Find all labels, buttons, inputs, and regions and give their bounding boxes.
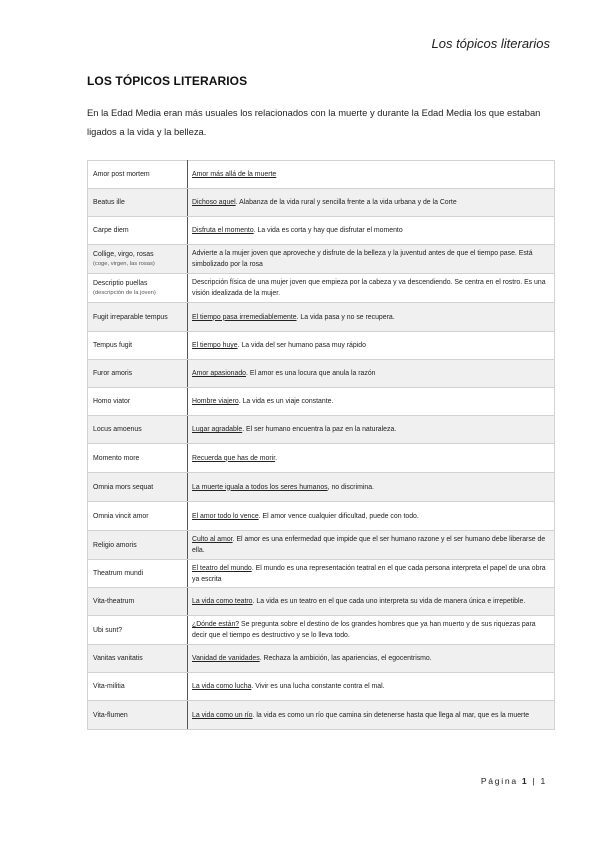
topic-explanation: . El amor vence cualquier dificultad, puede con todo.	[258, 512, 419, 520]
topic-name-cell	[88, 360, 188, 388]
topic-meaning: El tiempo pasa irremediablemente	[192, 313, 297, 321]
topic-row	[88, 444, 555, 473]
document-title: LOS TÓPICOS LITERARIOS	[87, 74, 248, 88]
topic-name-cell	[88, 217, 188, 245]
topic-description-cell	[188, 189, 555, 217]
topic-row	[88, 332, 555, 360]
topic-name: Descriptio puellas	[93, 280, 148, 287]
page-total: 1	[540, 776, 547, 786]
topic-description-cell	[188, 502, 555, 531]
topic-meaning: Recuerda que has de morir	[192, 454, 276, 462]
topic-explanation: . El ser humano encuentra la paz en la naturaleza.	[242, 426, 397, 433]
topic-description-cell	[188, 531, 555, 560]
topic-description-cell	[188, 444, 555, 473]
topic-name-cell	[88, 531, 188, 560]
topic-name: Ubi sunt?	[93, 626, 123, 634]
topic-name: Beatus ille	[93, 199, 125, 206]
topic-name-cell	[88, 616, 188, 645]
topic-row	[88, 274, 555, 303]
topic-name-cell	[88, 274, 188, 303]
topic-name-cell	[88, 673, 188, 701]
page-label: Página	[480, 776, 518, 786]
topic-meaning: La vida como lucha	[192, 683, 252, 690]
topic-meaning: El tiempo huye	[192, 342, 238, 349]
topic-name: Vanitas vanitatis	[93, 655, 143, 662]
topic-explanation: Descripción física de una mujer joven que empieza por la cabeza y va descendiendo. Se centra en el rostro. Es una visión idealizada de la mujer.	[192, 279, 546, 297]
topic-name-cell	[88, 473, 188, 502]
topic-description-cell	[188, 701, 555, 730]
topic-description-cell	[188, 416, 555, 444]
topic-row	[88, 588, 555, 616]
topic-row	[88, 473, 555, 502]
running-header-title: Los tópicos literarios	[431, 36, 550, 51]
topic-meaning: Vanidad de vanidades	[192, 655, 260, 662]
topic-explanation: . La vida pasa y no se recupera.	[296, 313, 395, 321]
topic-description-cell	[188, 332, 555, 360]
topic-explanation: . La vida es un teatro en el que cada uno interpreta su vida de manera única e irrepetible.	[252, 598, 526, 605]
topic-name: Amor post mortem	[93, 171, 150, 178]
topic-explanation: . El amor es una locura que anula la razón	[246, 370, 376, 377]
topic-description-cell	[188, 588, 555, 616]
topics-table-body	[88, 161, 555, 730]
topic-meaning: Hombre viajero	[192, 398, 239, 405]
topic-row	[88, 645, 555, 673]
topic-row	[88, 388, 555, 416]
topic-description-cell	[188, 388, 555, 416]
topic-row	[88, 161, 555, 189]
topic-name: Theatrum mundi	[93, 570, 144, 577]
topic-name: Vita-militia	[93, 683, 125, 690]
topic-name: Homo viator	[93, 398, 131, 405]
topic-name: Vita-theatrum	[93, 598, 135, 605]
topic-name: Furor amoris	[93, 370, 133, 377]
topic-translation: (coge, virgen, las rosas)	[93, 261, 155, 267]
topic-description-cell	[188, 245, 555, 274]
topic-name-cell	[88, 332, 188, 360]
topic-explanation: . La vida es corta y hay que disfrutar el momento	[253, 227, 403, 234]
topic-description-cell	[188, 360, 555, 388]
topic-meaning: ¿Dónde están?	[192, 621, 240, 628]
topic-explanation: . Vivir es una lucha constante contra el mal.	[251, 683, 385, 690]
topic-name: Locus amoenus	[93, 426, 142, 433]
topic-description-cell	[188, 274, 555, 303]
topic-name-cell	[88, 388, 188, 416]
topic-meaning: El amor todo lo vence	[192, 512, 259, 520]
topics-table	[87, 160, 555, 730]
topic-meaning: Amor apasionado	[192, 370, 247, 377]
topic-name-cell	[88, 303, 188, 332]
topic-name-cell	[88, 416, 188, 444]
topic-row	[88, 245, 555, 274]
topic-description-cell	[188, 303, 555, 332]
intro-paragraph: En la Edad Media eran más usuales los relacionados con la muerte y durante la Edad Media los que estaban ligados a la vida y la belleza.	[87, 107, 541, 137]
topic-name: Carpe diem	[93, 227, 129, 234]
topic-explanation: . El mundo es una representación teatral en el que cada persona interpreta el papel de una obra ya escrita	[192, 564, 546, 583]
topic-name-cell	[88, 645, 188, 673]
topic-explanation: . El amor es una enfermedad que impide que el ser humano razone y el ser humano debe liberarse de ella.	[192, 536, 546, 554]
topic-name-cell	[88, 161, 188, 189]
topic-name-cell	[88, 560, 188, 588]
topic-row	[88, 616, 555, 645]
page-footer	[481, 776, 547, 786]
topic-row	[88, 189, 555, 217]
topic-explanation: . La vida del ser humano pasa muy rápido	[237, 342, 366, 349]
topic-explanation: Advierte a la mujer joven que aproveche y disfrute de la belleza y la juventud antes de que el tiempo pase. Está simbolizado por la rosa	[192, 250, 533, 268]
topic-name: Tempus fugit	[93, 342, 133, 349]
topic-description-cell	[188, 473, 555, 502]
topic-explanation: , no discrimina.	[327, 483, 374, 491]
topic-meaning: Disfruta el momento	[192, 227, 254, 234]
topic-row	[88, 502, 555, 531]
topic-name-cell	[88, 502, 188, 531]
topic-row	[88, 531, 555, 560]
topic-name: Religio amoris	[93, 541, 137, 549]
topic-meaning: Amor más allá de la muerte	[192, 171, 277, 178]
topic-meaning: La muerte iguala a todos los seres humanos	[192, 483, 328, 491]
topic-description-cell	[188, 616, 555, 645]
topic-row	[88, 416, 555, 444]
topic-meaning: Culto al amor	[192, 536, 233, 543]
topic-meaning: Dichoso aquel	[192, 199, 236, 206]
topic-name-cell	[88, 444, 188, 473]
topic-name-cell	[88, 189, 188, 217]
topic-description-cell	[188, 673, 555, 701]
topic-explanation: .	[275, 454, 278, 462]
topic-description-cell	[188, 560, 555, 588]
topic-explanation: . Rechaza la ambición, las apariencias, el egocentrismo.	[259, 655, 432, 662]
topic-meaning: La vida como teatro	[192, 598, 253, 605]
topic-meaning: La vida como un río	[192, 711, 253, 719]
topic-explanation: . la vida es como un río que camina sin detenerse hasta que llega al mar, que es la muerte	[252, 711, 530, 719]
topic-name: Vita-flumen	[93, 711, 128, 719]
topic-meaning: El teatro del mundo	[192, 564, 252, 572]
topic-name: Omnia vincit amor	[93, 512, 149, 520]
topic-row	[88, 560, 555, 588]
topic-row	[88, 217, 555, 245]
topic-row	[88, 701, 555, 730]
topic-name: Collige, virgo, rosas	[93, 251, 154, 258]
topic-explanation: . La vida es un viaje constante.	[238, 398, 334, 405]
topic-name-cell	[88, 588, 188, 616]
topic-row	[88, 673, 555, 701]
topic-description-cell	[188, 217, 555, 245]
page-number: 1	[521, 776, 529, 786]
topic-meaning: Lugar agradable	[192, 426, 243, 433]
topic-name-cell	[88, 701, 188, 730]
topic-row	[88, 303, 555, 332]
topic-explanation: Se pregunta sobre el destino de los grandes hombres que ya han muerto y de sus riquezas para decir que el tiempo es destructivo y se lo lleva todo.	[192, 621, 536, 639]
page-separator: |	[532, 776, 537, 786]
topic-description-cell	[188, 645, 555, 673]
topic-translation: (descripción de la joven)	[93, 290, 156, 296]
topic-name-cell	[88, 245, 188, 274]
topic-name: Fugit irreparable tempus	[93, 313, 168, 321]
topic-row	[88, 360, 555, 388]
topic-explanation: . Alabanza de la vida rural y sencilla frente a la vida urbana y de la Corte	[235, 199, 457, 206]
topic-name: Omnia mors sequat	[93, 483, 154, 491]
topic-name: Momento more	[93, 454, 140, 462]
topic-description-cell	[188, 161, 555, 189]
